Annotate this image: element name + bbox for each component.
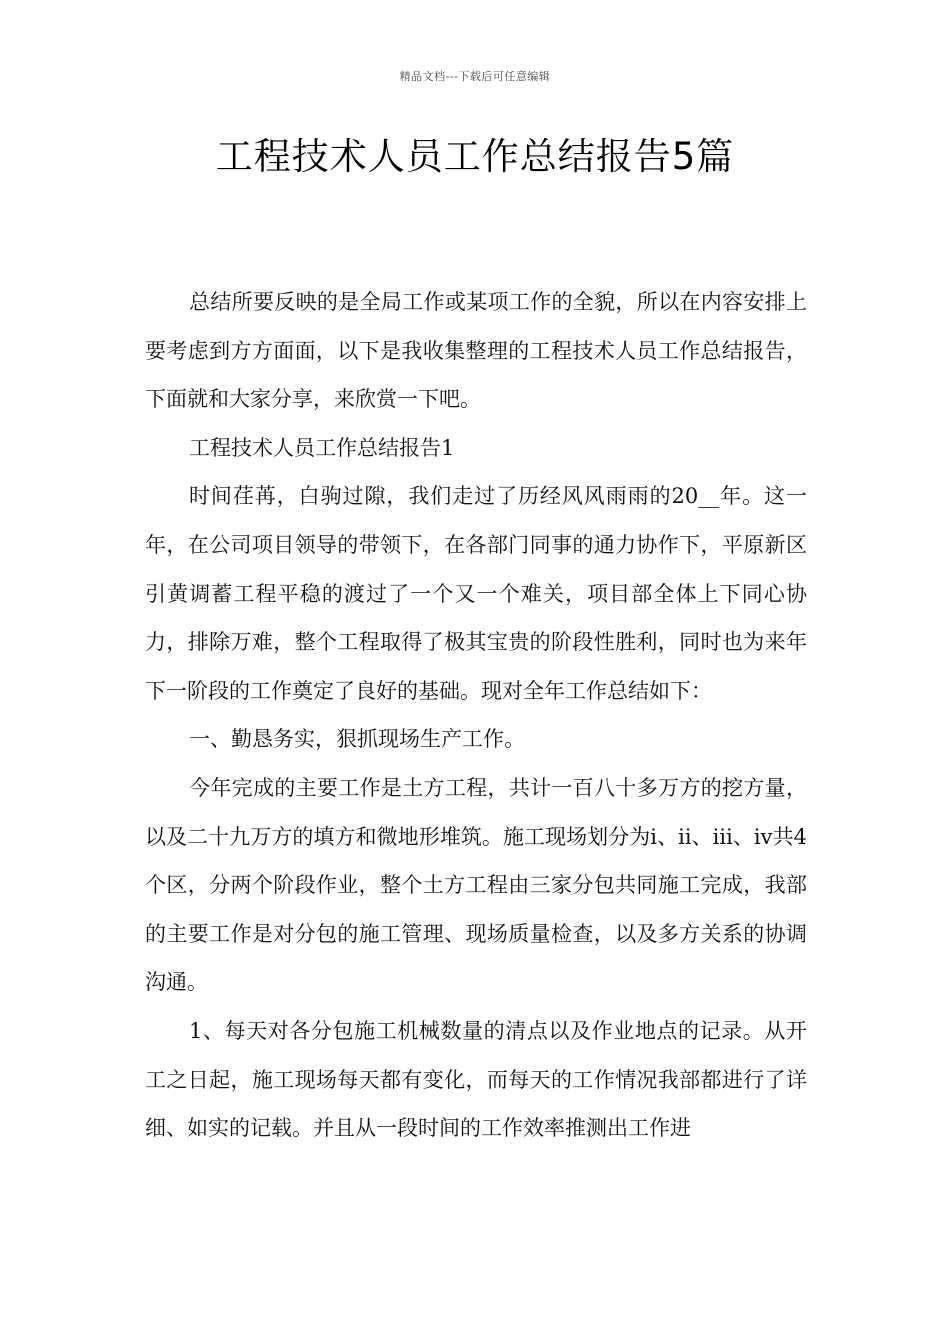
body-paragraph: 今年完成的主要工作是土方工程，共计一百八十多万方的挖方量，以及二十九万方的填方和微地形堆筑。施工现场划分为ⅰ、ⅱ、ⅲ、ⅳ共4个区，分两个阶段作业，整个土方工程由三家分包共同施工完成，我部的主要工作是对分包的施工管理、现场质量检查，以及多方关系的协调沟通。	[145, 775, 807, 995]
section-heading-1: 一、勤恳务实，狠抓现场生产工作。	[189, 727, 525, 752]
section-heading-report-1: 工程技术人员工作总结报告1	[189, 435, 455, 460]
intro-paragraph: 总结所要反映的是全局工作或某项工作的全貌，所以在内容安排上要考虑到方方面面，以下是我收集整理的工程技术人员工作总结报告，下面就和大家分享，来欣赏一下吧。	[145, 290, 807, 412]
body-paragraph: 1、每天对各分包施工机械数量的清点以及作业地点的记录。从开工之日起，施工现场每天都有变化，而每天的工作情况我部都进行了详细、如实的记载。并且从一段时间的工作效率推测出工作进	[145, 1018, 807, 1141]
document-title: 工程技术人员工作总结报告5篇	[215, 135, 735, 178]
body-paragraph: 时间荏苒，白驹过隙，我们走过了历经风风雨雨的20__年。这一年，在公司项目领导的带领下，在各部门同事的通力协作下，平原新区引黄调蓄工程平稳的渡过了一个又一个难关，项目部全体上下同心协力，排除万难，整个工程取得了极其宝贵的阶段性胜利，同时也为来年下一阶段的工作奠定了良好的基础。现对全年工作总结如下：	[145, 484, 807, 703]
header-note: 精品文档---下载后可任意编辑	[399, 70, 551, 83]
document-body	[145, 278, 807, 1153]
